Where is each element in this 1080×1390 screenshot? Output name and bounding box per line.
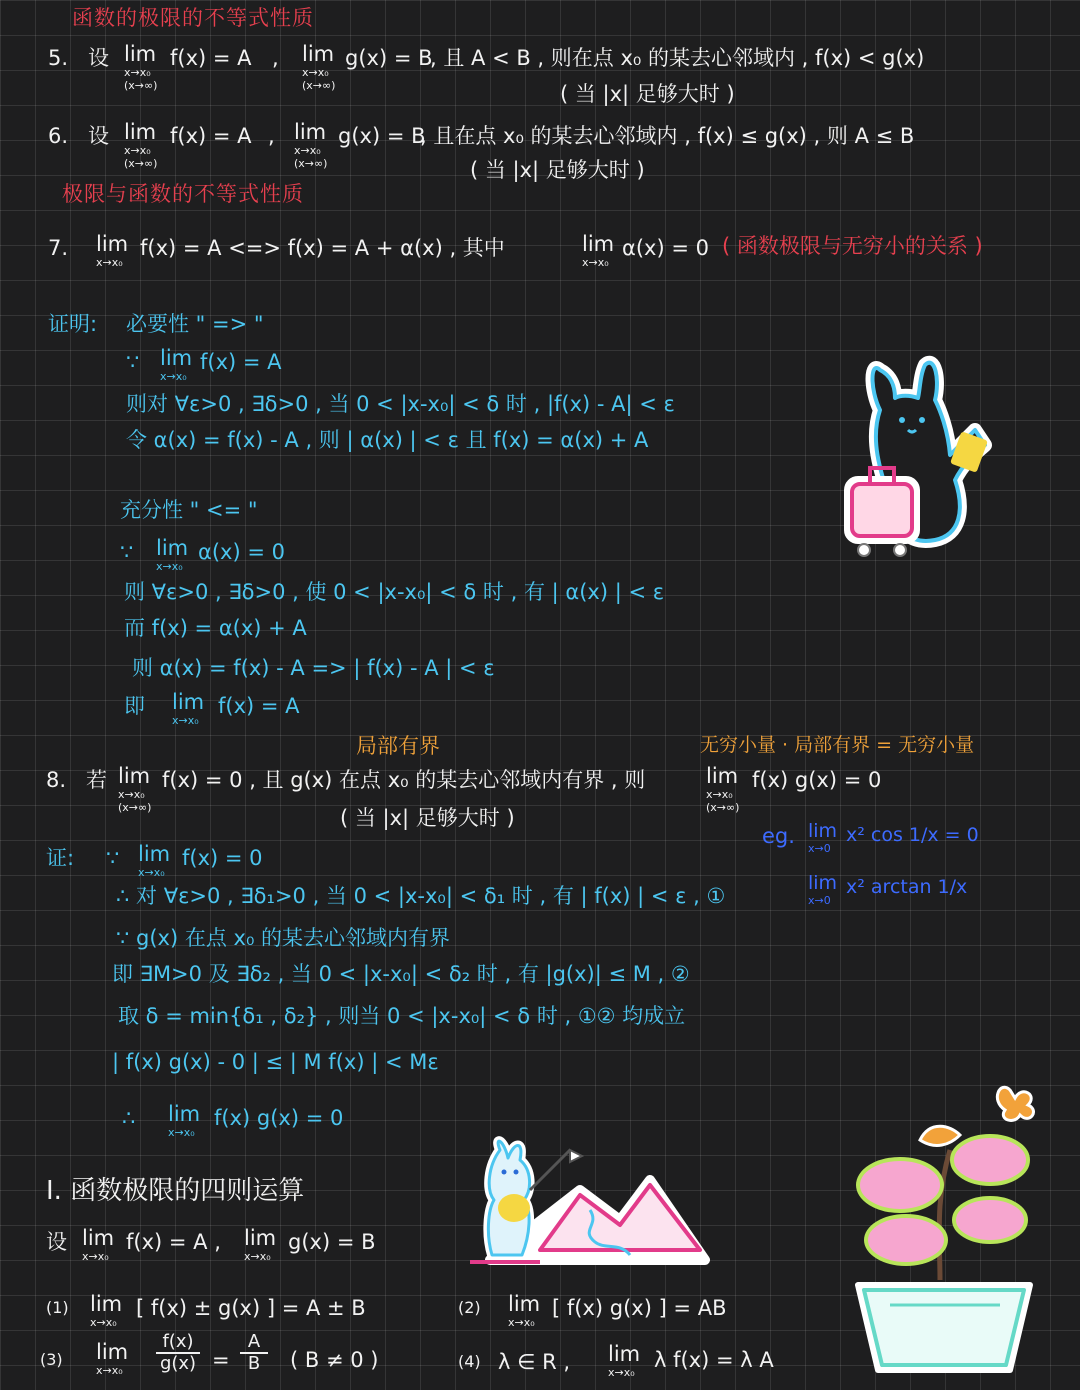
rule-1-lim — [90, 1294, 122, 1328]
lim-text: lim — [706, 764, 739, 788]
lim-sub: x→x₀ — [118, 788, 145, 801]
lim-text: lim — [96, 1340, 129, 1364]
heading-inequality-property: 函数的极限的不等式性质 — [72, 6, 314, 30]
proof-8-l7-pre: ∴ — [122, 1106, 136, 1130]
item-6-g: g(x) = B — [338, 124, 426, 148]
lim-sub: x→x₀ — [172, 714, 199, 727]
proof-7-l1-pre: ∵ — [126, 350, 140, 374]
lim-text: lim — [808, 872, 838, 894]
fraction-numerator: A — [247, 1331, 261, 1352]
proof-7-line-3: 令 α(x) = f(x) - A , 则 | α(x) | < ε 且 f(x) = α(x) + A — [126, 428, 649, 452]
item-5-number: 5. — [48, 46, 69, 70]
fraction-denominator: g(x) — [156, 1352, 200, 1374]
lim-sub: x→x₀ — [302, 66, 329, 79]
heading-limit-function-inequality: 极限与函数的不等式性质 — [62, 182, 304, 206]
lim-sub: x→x₀ — [168, 1126, 195, 1139]
lim-text: lim — [90, 1292, 123, 1316]
rule-1-number: (1) — [46, 1298, 69, 1317]
item-7-number: 7. — [48, 236, 69, 260]
lim-text: lim — [808, 820, 838, 842]
example-1-expr: x² cos 1/x = 0 — [846, 824, 979, 846]
proof-7-label: 证明: — [48, 312, 98, 336]
proof-7-l4-tail: α(x) = 0 — [198, 540, 285, 564]
lim-sub-alt: (x→∞) — [124, 79, 158, 92]
note-infinitesimal-rule: 无穷小量 · 局部有界 = 无穷小量 — [700, 734, 975, 756]
item-5-condition: , 且 A < B , 则在点 x₀ 的某去心邻域内 , f(x) < g(x) — [430, 46, 925, 70]
item-7-note: ( 函数极限与无穷小的关系 ) — [722, 234, 983, 258]
lim-text: lim — [294, 120, 327, 144]
lim-sub: x→x₀ — [608, 1366, 635, 1379]
lim-text: lim — [160, 346, 193, 370]
proof-7-line-2: 则对 ∀ε>0 , ∃δ>0 , 当 0 < |x-x₀| < δ 时 , |f(x) - A| < ε — [126, 392, 675, 416]
rule-2-expr: [ f(x) g(x) ] = AB — [552, 1296, 727, 1320]
lim-sub: x→x₀ — [244, 1250, 271, 1263]
lim-sub: x→x₀ — [124, 66, 151, 79]
example-2-expr: x² arctan 1/x — [846, 876, 968, 898]
rules-lim-f — [82, 1228, 114, 1262]
proof-7-l8-lim — [172, 692, 204, 726]
rule-3-fraction-ab — [240, 1332, 268, 1374]
item-6-number: 6. — [48, 124, 69, 148]
proof-7-sufficiency: 充分性 " <= " — [120, 498, 258, 522]
lim-sub-alt: (x→∞) — [124, 157, 158, 170]
lim-text: lim — [168, 1102, 201, 1126]
item-6-when: ( 当 |x| 足够大时 ) — [470, 158, 645, 182]
lim-sub: x→x₀ — [706, 788, 733, 801]
item-5-g: g(x) = B — [345, 46, 433, 70]
lim-text: lim — [582, 232, 615, 256]
item-8-lim-fg — [706, 766, 739, 813]
lim-sub: x→x₀ — [294, 144, 321, 157]
proof-8-l1-lim — [138, 844, 170, 878]
example-1-lim — [808, 822, 837, 854]
lim-text: lim — [172, 690, 205, 714]
lim-text: lim — [124, 120, 157, 144]
lim-sub: x→x₀ — [82, 1250, 109, 1263]
lim-sub: x→x₀ — [508, 1316, 535, 1329]
rule-3-fraction-fg — [156, 1332, 200, 1374]
proof-8-l1-tail: f(x) = 0 — [182, 846, 263, 870]
lim-sub: x→0 — [808, 894, 831, 907]
lim-sub-alt: (x→∞) — [706, 801, 740, 814]
lim-text: lim — [124, 42, 157, 66]
proof-8-line-2: ∴ 对 ∀ε>0 , ∃δ₁>0 , 当 0 < |x-x₀| < δ₁ 时 , 有 | f(x) | < ε , ① — [116, 884, 726, 908]
rule-1-expr: [ f(x) ± g(x) ] = A ± B — [136, 1296, 366, 1320]
proof-8-label: 证: — [46, 846, 75, 870]
lim-sub-alt: (x→∞) — [294, 157, 328, 170]
item-7-lim — [96, 234, 128, 268]
rules-lim-g — [244, 1228, 276, 1262]
lim-sub: x→x₀ — [96, 1364, 123, 1377]
lim-sub: x→x₀ — [156, 560, 183, 573]
item-8-prefix: 若 — [86, 768, 107, 792]
proof-7-l8-pre: 即 — [124, 694, 145, 718]
comma: , — [268, 124, 275, 148]
proof-7-line-7: 则 α(x) = f(x) - A => | f(x) - A | < ε — [132, 656, 495, 680]
proof-7-line-5: 则 ∀ε>0 , ∃δ>0 , 使 0 < |x-x₀| < δ 时 , 有 | α(x) | < ε — [124, 580, 665, 604]
lim-sub-alt: (x→∞) — [302, 79, 336, 92]
item-8-lim-f — [118, 766, 151, 813]
lim-sub: x→x₀ — [160, 370, 187, 383]
example-label: eg. — [762, 824, 795, 848]
proof-8-line-6: | f(x) g(x) - 0 | ≤ | M f(x) | < Mε — [112, 1050, 439, 1074]
item-5-f: f(x) = A — [170, 46, 252, 70]
fraction-denominator: B — [240, 1352, 268, 1374]
proof-7-l4-pre: ∵ — [120, 540, 134, 564]
lim-text: lim — [508, 1292, 541, 1316]
comma: , — [272, 46, 279, 70]
rule-3-number: (3) — [40, 1350, 63, 1369]
lim-text: lim — [82, 1226, 115, 1250]
lim-sub: x→x₀ — [96, 256, 123, 269]
proof-7-l1-tail: f(x) = A — [200, 350, 282, 374]
item-6-condition: , 且在点 x₀ 的某去心邻域内 , f(x) ≤ g(x) , 则 A ≤ B — [420, 124, 915, 148]
lim-text: lim — [156, 536, 189, 560]
lim-sub: x→x₀ — [124, 144, 151, 157]
proof-8-line-5: 取 δ = min{δ₁ , δ₂} , 则当 0 < |x-x₀| < δ 时 , ①② 均成立 — [118, 1004, 686, 1028]
rule-4-number: (4) — [458, 1352, 481, 1371]
rule-2-number: (2) — [458, 1298, 481, 1317]
rule-4-prefix: λ ∈ R , — [498, 1350, 571, 1374]
rule-4-lim — [608, 1344, 640, 1378]
note-local-bounded: 局部有界 — [356, 734, 440, 758]
item-6-lim-g — [294, 122, 327, 169]
example-2-lim — [808, 874, 837, 906]
item-6-prefix: 设 — [88, 124, 109, 148]
bunny-hiking-sticker-icon — [470, 1130, 710, 1265]
item-5-lim-f — [124, 44, 157, 91]
rules-set-prefix: 设 — [46, 1230, 67, 1254]
item-6-lim-f — [124, 122, 157, 169]
rule-3-lim — [96, 1342, 128, 1376]
bunny-suitcase-sticker-icon — [840, 350, 1000, 565]
item-7-lim-alpha — [582, 234, 614, 268]
item-7-statement: f(x) = A <=> f(x) = A + α(x) , 其中 — [140, 236, 505, 260]
heading-arithmetic-rules: Ⅰ. 函数极限的四则运算 — [46, 1176, 305, 1206]
item-8-when: ( 当 |x| 足够大时 ) — [340, 806, 515, 830]
rules-g-eq-b: g(x) = B — [288, 1230, 376, 1254]
item-5-when: ( 当 |x| 足够大时 ) — [560, 82, 735, 106]
proof-8-line-3: ∵ g(x) 在点 x₀ 的某去心邻域内有界 — [116, 926, 451, 950]
lim-sub: x→0 — [808, 842, 831, 855]
rule-3-equals: = — [212, 1348, 230, 1372]
item-7-alpha-zero: α(x) = 0 — [622, 236, 709, 260]
proof-7-line-6: 而 f(x) = α(x) + A — [124, 616, 307, 640]
proof-7-l8-tail: f(x) = A — [218, 694, 300, 718]
proof-8-line-4: 即 ∃M>0 及 ∃δ₂ , 当 0 < |x-x₀| < δ₂ 时 , 有 |g(x)| ≤ M , ② — [112, 962, 690, 986]
potted-plant-sticker-icon — [850, 1080, 1050, 1380]
lim-text: lim — [118, 764, 151, 788]
proof-8-l1-pre: ∵ — [106, 846, 120, 870]
lim-sub: x→x₀ — [582, 256, 609, 269]
lim-sub: x→x₀ — [138, 866, 165, 879]
rule-2-lim — [508, 1294, 540, 1328]
rule-4-expr: λ f(x) = λ A — [654, 1348, 774, 1372]
proof-8-l7-lim — [168, 1104, 200, 1138]
lim-text: lim — [138, 842, 171, 866]
item-8-statement: f(x) = 0 , 且 g(x) 在点 x₀ 的某去心邻域内有界 , 则 — [162, 768, 646, 792]
item-5-prefix: 设 — [88, 46, 109, 70]
lim-text: lim — [96, 232, 129, 256]
rule-3-condition: ( B ≠ 0 ) — [290, 1348, 379, 1372]
fraction-numerator: f(x) — [162, 1331, 194, 1352]
lim-sub: x→x₀ — [90, 1316, 117, 1329]
rules-f-eq-a: f(x) = A , — [126, 1230, 221, 1254]
lim-text: lim — [302, 42, 335, 66]
proof-7-l1-lim — [160, 348, 192, 382]
proof-7-l4-lim — [156, 538, 188, 572]
item-8-tail: f(x) g(x) = 0 — [752, 768, 882, 792]
item-6-f: f(x) = A — [170, 124, 252, 148]
lim-sub-alt: (x→∞) — [118, 801, 152, 814]
item-5-lim-g — [302, 44, 335, 91]
lim-text: lim — [244, 1226, 277, 1250]
proof-8-l7-tail: f(x) g(x) = 0 — [214, 1106, 344, 1130]
item-8-number: 8. — [46, 768, 67, 792]
lim-text: lim — [608, 1342, 641, 1366]
proof-7-necessity: 必要性 " => " — [126, 312, 264, 336]
